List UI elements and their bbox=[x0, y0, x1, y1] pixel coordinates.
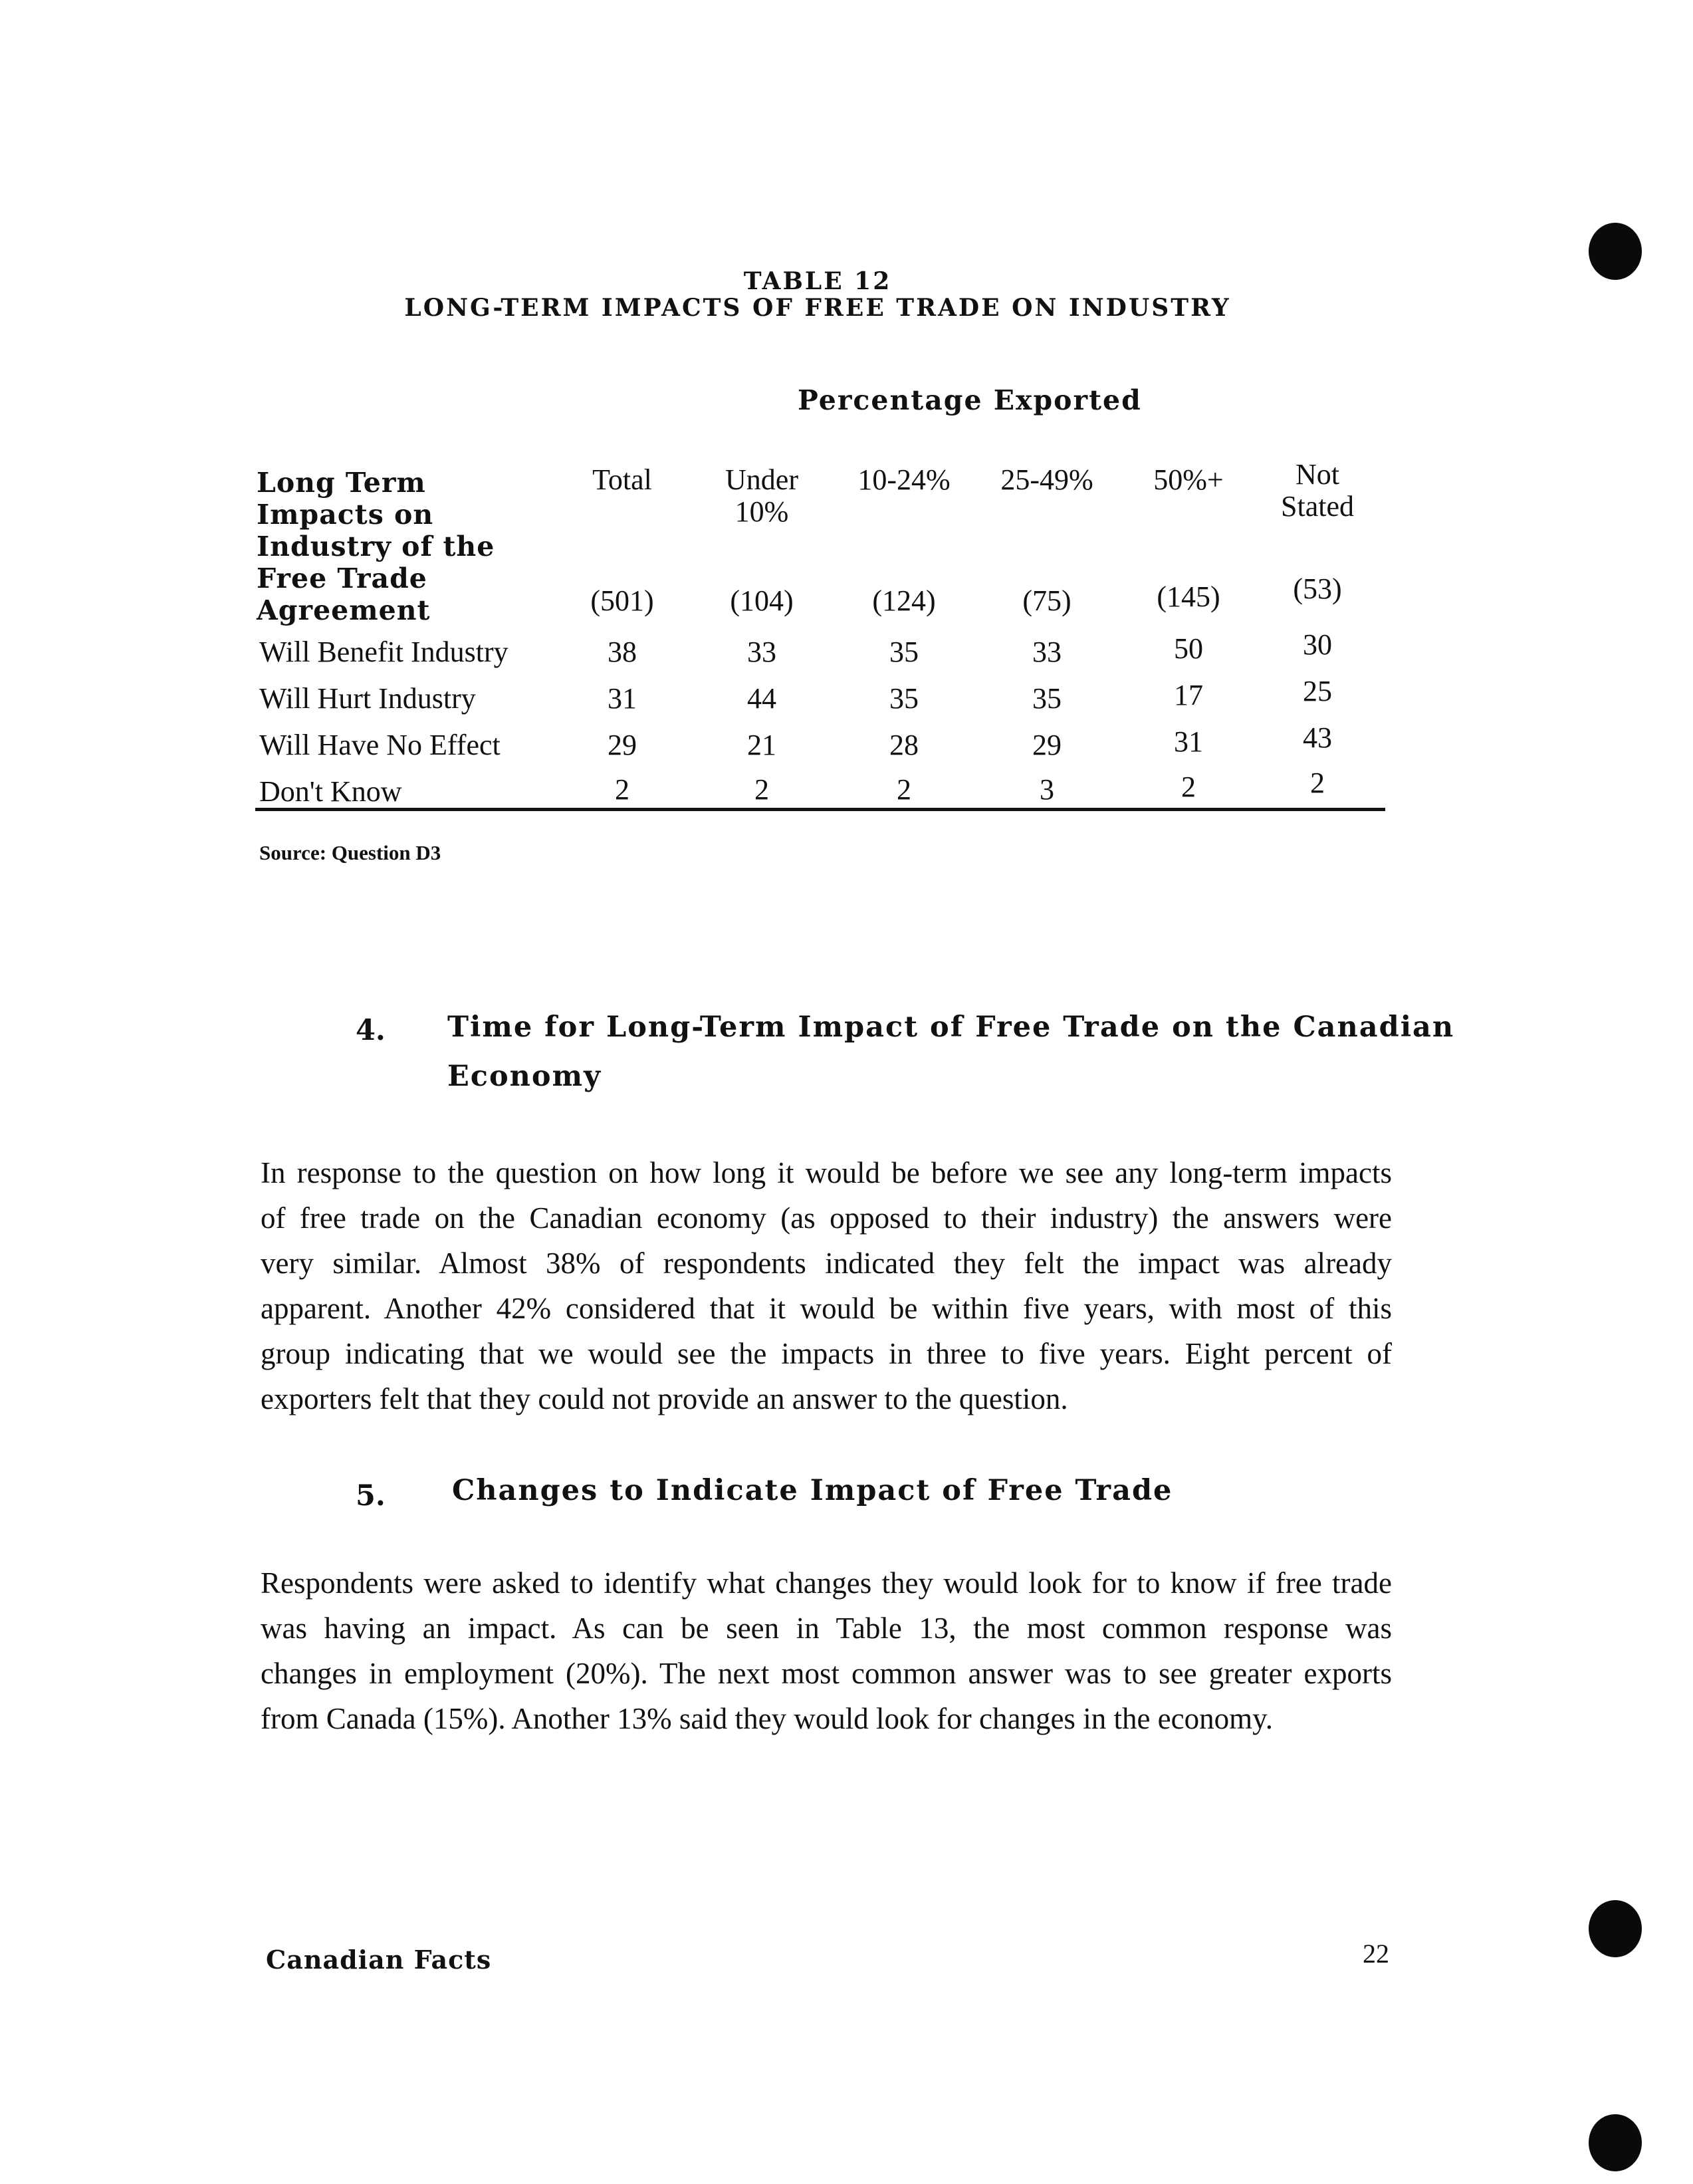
table-cell: 35 bbox=[889, 636, 919, 668]
page-number: 22 bbox=[1363, 1939, 1389, 1969]
col-header-not-stated bbox=[1244, 459, 1391, 523]
table-label: TABLE 12 bbox=[743, 267, 892, 295]
group-header: Percentage Exported bbox=[798, 384, 1142, 416]
col-header-under-10 bbox=[689, 464, 835, 528]
table-cell: 3 bbox=[1040, 773, 1054, 806]
table-cell: 43 bbox=[1303, 721, 1332, 754]
paragraph-line: very similar. Almost 38% of respondents indicated they felt the impact was already bbox=[261, 1247, 1392, 1280]
row-label: Will Hurt Industry bbox=[259, 682, 476, 715]
table-cell: 30 bbox=[1303, 628, 1332, 661]
col-header-line: Total bbox=[592, 463, 652, 496]
row-label: Will Have No Effect bbox=[259, 729, 501, 761]
col-header-line: Stated bbox=[1281, 490, 1354, 523]
row-label: Will Benefit Industry bbox=[259, 636, 508, 668]
section-title bbox=[447, 1003, 1455, 1101]
base-count: (501) bbox=[590, 584, 654, 617]
col-header-line: 50%+ bbox=[1153, 463, 1224, 496]
section-title-line: Economy bbox=[447, 1060, 602, 1093]
table-cell: 38 bbox=[608, 636, 637, 668]
paragraph-line: of free trade on the Canadian economy (as opposed to their industry) the answers were bbox=[261, 1201, 1392, 1235]
table-cell: 31 bbox=[1174, 725, 1203, 758]
section-paragraph bbox=[261, 1150, 1392, 1421]
col-header-line: Under bbox=[725, 463, 798, 496]
table-cell: 50 bbox=[1174, 632, 1203, 665]
row-header bbox=[257, 467, 495, 626]
table-title: LONG-TERM IMPACTS OF FREE TRADE ON INDUSTRY bbox=[404, 294, 1231, 322]
row-header-line: Free Trade bbox=[257, 562, 427, 594]
row-header-line: Impacts on bbox=[257, 499, 434, 531]
paragraph-line: exporters felt that they could not provide an answer to the question. bbox=[261, 1382, 1068, 1415]
footer-publisher: Canadian Facts bbox=[266, 1945, 492, 1975]
col-header-line: Not bbox=[1296, 458, 1339, 491]
table-cell: 25 bbox=[1303, 675, 1332, 707]
table-source: Source: Question D3 bbox=[259, 841, 441, 864]
binder-hole-middle bbox=[1589, 1900, 1642, 1957]
table-cell: 29 bbox=[608, 729, 637, 761]
paragraph-line: apparent. Another 42% considered that it would be within five years, with most of this bbox=[261, 1292, 1392, 1325]
section-number: 4. bbox=[356, 1014, 386, 1047]
table-cell: 2 bbox=[754, 773, 769, 806]
base-count: (124) bbox=[872, 584, 936, 617]
table-cell: 35 bbox=[1032, 682, 1062, 715]
row-header-line: Agreement bbox=[257, 594, 431, 626]
table-cell: 2 bbox=[897, 773, 911, 806]
table-cell: 28 bbox=[889, 729, 919, 761]
col-header-line: 25-49% bbox=[1000, 463, 1093, 496]
section-title-line: Time for Long-Term Impact of Free Trade on the Canadian bbox=[447, 1011, 1455, 1044]
table-cell: 31 bbox=[608, 682, 637, 715]
paragraph-line: from Canada (15%). Another 13% said they would look for changes in the economy. bbox=[261, 1702, 1273, 1735]
paragraph-line: group indicating that we would see the impacts in three to five years. Eight percent of bbox=[261, 1337, 1392, 1370]
table-cell: 44 bbox=[747, 682, 776, 715]
row-label: Don't Know bbox=[259, 775, 402, 808]
col-header-50-plus bbox=[1115, 464, 1262, 496]
row-header-line: Long Term bbox=[257, 467, 426, 499]
table-cell: 2 bbox=[1310, 767, 1325, 799]
base-count: (75) bbox=[1022, 584, 1072, 617]
base-count: (145) bbox=[1157, 580, 1220, 613]
col-header-line: 10-24% bbox=[857, 463, 951, 496]
col-header-10-24 bbox=[831, 464, 977, 496]
table-cell: 2 bbox=[615, 773, 629, 806]
section-title: Changes to Indicate Impact of Free Trade bbox=[452, 1474, 1173, 1507]
col-header-line: 10% bbox=[734, 495, 789, 528]
row-header-line: Industry of the bbox=[257, 531, 495, 562]
col-header-25-49 bbox=[974, 464, 1120, 496]
table-cell: 29 bbox=[1032, 729, 1062, 761]
base-count: (104) bbox=[730, 584, 794, 617]
binder-hole-bottom bbox=[1589, 2114, 1642, 2171]
section-paragraph bbox=[261, 1560, 1392, 1741]
section-number: 5. bbox=[356, 1479, 386, 1513]
table-cell: 17 bbox=[1174, 679, 1203, 711]
paragraph-line: In response to the question on how long it would be before we see any long-term impacts bbox=[261, 1156, 1392, 1189]
table-cell: 2 bbox=[1181, 771, 1196, 803]
col-header-total bbox=[549, 464, 695, 496]
base-count: (53) bbox=[1293, 572, 1342, 605]
table-cell: 35 bbox=[889, 682, 919, 715]
table-bottom-rule bbox=[255, 808, 1385, 811]
paragraph-line: changes in employment (20%). The next most common answer was to see greater exports bbox=[261, 1657, 1392, 1690]
paragraph-line: was having an impact. As can be seen in Table 13, the most common response was bbox=[261, 1612, 1392, 1645]
paragraph-line: Respondents were asked to identify what changes they would look for to know if free trade bbox=[261, 1566, 1392, 1600]
table-cell: 21 bbox=[747, 729, 776, 761]
table-cell: 33 bbox=[1032, 636, 1062, 668]
table-cell: 33 bbox=[747, 636, 776, 668]
